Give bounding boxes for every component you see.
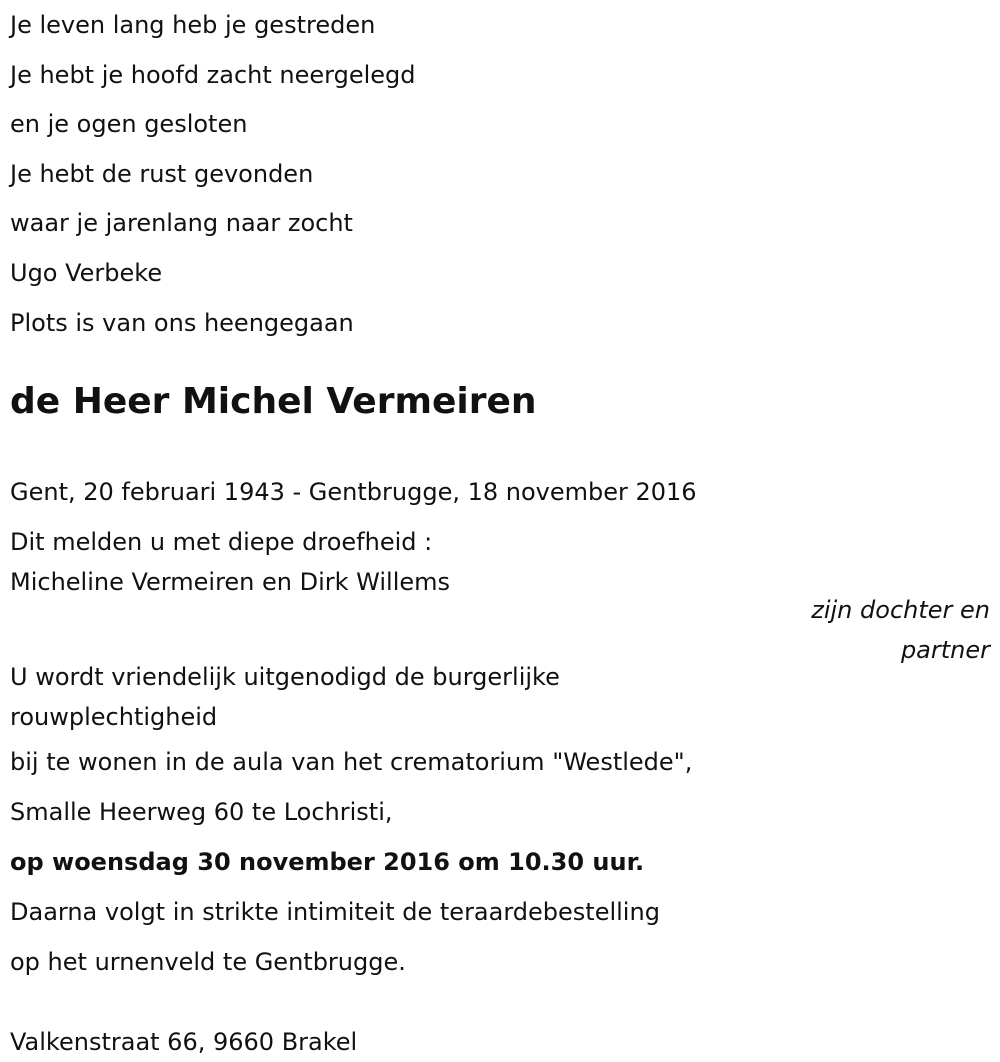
ceremony-address: Smalle Heerweg 60 te Lochristi, — [10, 797, 393, 826]
poem-author: Ugo Verbeke — [10, 258, 163, 287]
contact-address: Valkenstraat 66, 9660 Brakel — [10, 1027, 358, 1056]
poem-line: Je hebt de rust gevonden — [10, 159, 314, 188]
ceremony-invite: U wordt vriendelijk uitgenodigd de burgerlijke rouwplechtigheid — [10, 662, 560, 731]
deceased-name: de Heer Michel Vermeiren — [10, 380, 537, 422]
poem-line: Je leven lang heb je gestreden — [10, 11, 376, 39]
mourners-relation: zijn dochter en partner — [811, 596, 990, 664]
poem-line: Plots is van ons heengegaan — [10, 308, 354, 337]
announcement-intro: Dit melden u met diepe droefheid : — [10, 527, 433, 556]
poem-line: en je ogen gesloten — [10, 110, 248, 139]
announcement — [10, 527, 990, 597]
poem-line: Je hebt je hoofd zacht neergelegd — [10, 60, 416, 89]
mourners-names: Micheline Vermeiren en Dirk Willems — [10, 567, 451, 596]
ceremony-followup: Daarna volgt in strikte intimiteit de teraardebestelling — [10, 897, 660, 926]
ceremony-burial: op het urnenveld te Gentbrugge. — [10, 947, 406, 976]
ceremony-location: bij te wonen in de aula van het crematorium "Westlede", — [10, 747, 693, 776]
birth-death-dates: Gent, 20 februari 1943 - Gentbrugge, 18 november 2016 — [10, 477, 697, 506]
poem-line: waar je jarenlang naar zocht — [10, 209, 353, 238]
obituary-notice — [10, 0, 990, 1057]
poem — [10, 10, 990, 338]
ceremony-details — [10, 657, 990, 977]
ceremony-datetime: op woensdag 30 november 2016 om 10.30 uur. — [10, 847, 645, 876]
